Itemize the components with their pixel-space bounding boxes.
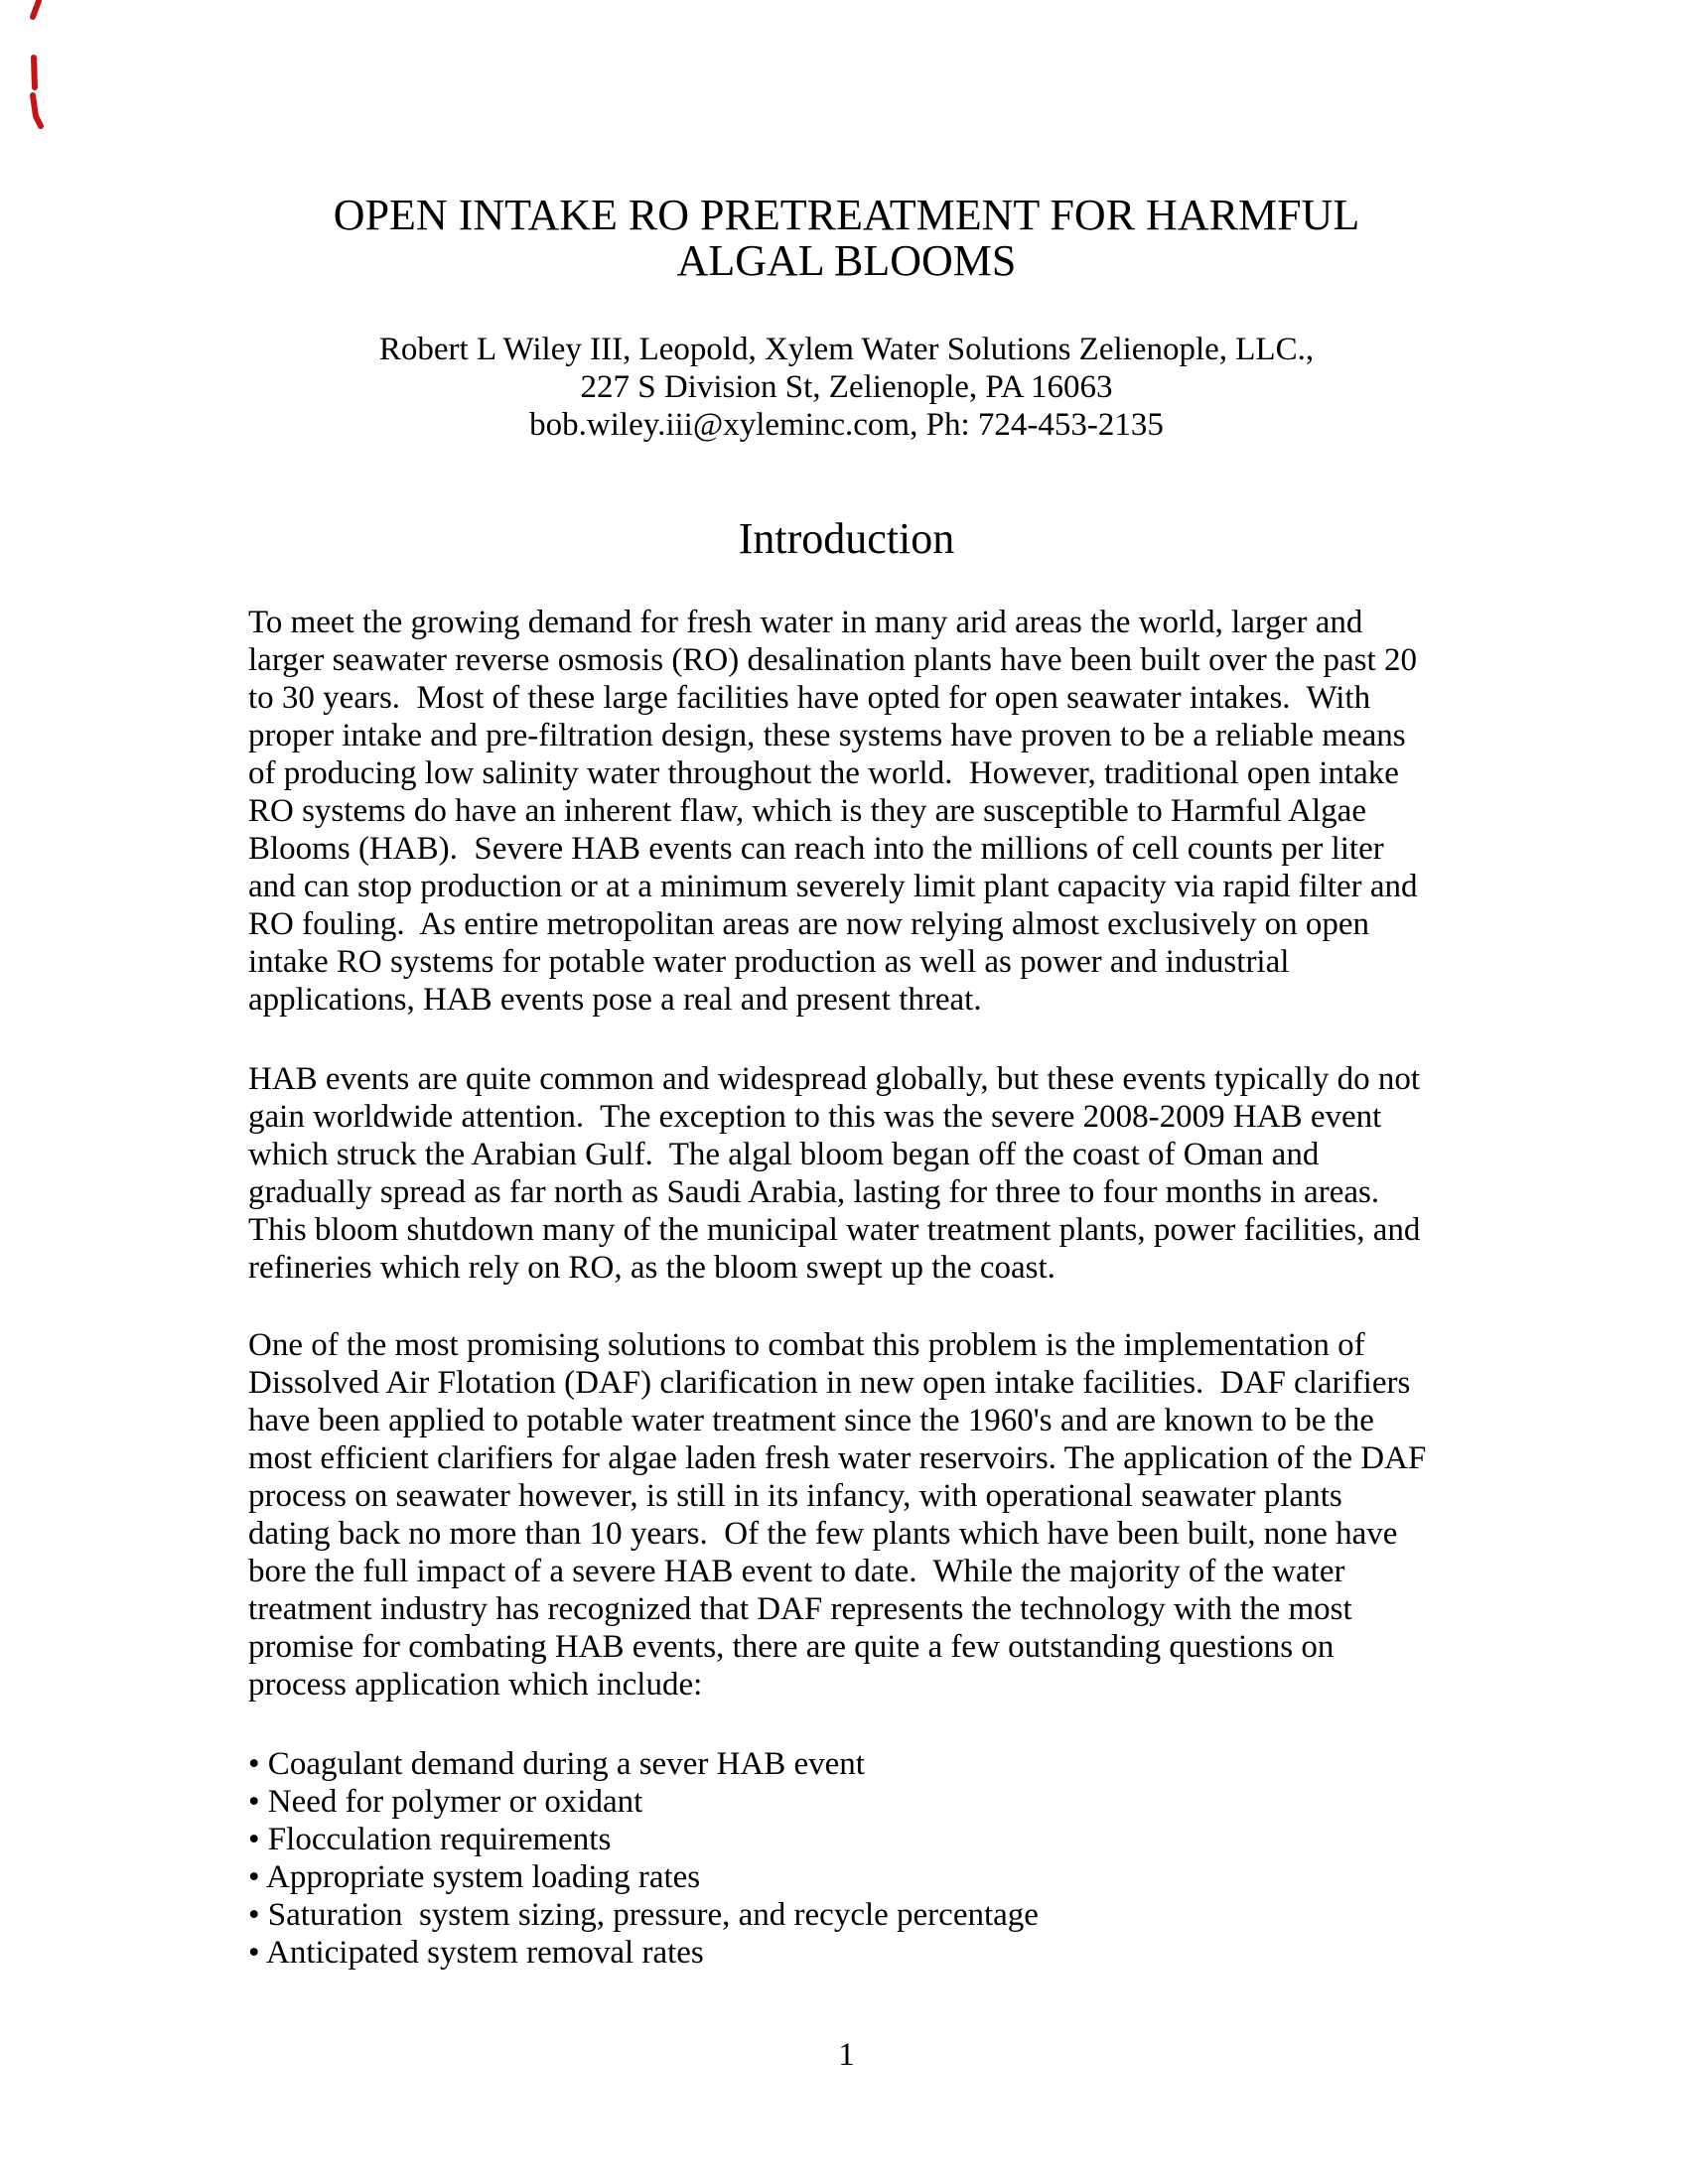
text-line: promise for combating HAB events, there are quite a few outstanding questions on	[248, 1629, 1335, 1665]
bullet-item: • Anticipated system removal rates	[248, 1935, 704, 1971]
bullet-list	[248, 1745, 1445, 1972]
paragraph-2	[248, 1060, 1445, 1287]
text-line: Dissolved Air Flotation (DAF) clarification in new open intake facilities. DAF clarifiers	[248, 1365, 1411, 1401]
text-line: This bloom shutdown many of the municipal water treatment plants, power facilities, and	[248, 1212, 1421, 1248]
author-block	[248, 331, 1445, 444]
author-line: 227 S Division St, Zelienople, PA 16063	[580, 369, 1113, 405]
text-line: larger seawater reverse osmosis (RO) desalination plants have been built over the past 20	[248, 642, 1417, 678]
author-line: Robert L Wiley III, Leopold, Xylem Water Solutions Zelienople, LLC.,	[378, 332, 1315, 367]
text-line: most efficient clarifiers for algae laden fresh water reservoirs. The application of the DAF	[248, 1440, 1427, 1476]
text-line: proper intake and pre-filtration design, these systems have proven to be a reliable means	[248, 718, 1406, 753]
page-number: 1	[838, 2037, 855, 2073]
title-line: OPEN INTAKE RO PRETREATMENT FOR HARMFUL	[333, 191, 1360, 239]
bullet-item: • Appropriate system loading rates	[248, 1859, 701, 1895]
text-line: to 30 years. Most of these large facilities have opted for open seawater intakes. With	[248, 680, 1371, 716]
text-line: RO systems do have an inherent flaw, which is they are susceptible to Harmful Algae	[248, 793, 1366, 829]
text-line: applications, HAB events pose a real and present threat.	[248, 982, 982, 1018]
text-line: of producing low salinity water throughout the world. However, traditional open intake	[248, 755, 1399, 791]
text-line: refineries which rely on RO, as the bloom swept up the coast.	[248, 1250, 1055, 1286]
bullet-item: • Flocculation requirements	[248, 1822, 612, 1857]
red-ink-marks	[0, 0, 60, 139]
bullet-item: • Saturation system sizing, pressure, and recycle percentage	[248, 1897, 1039, 1933]
bullet-item: • Coagulant demand during a sever HAB event	[248, 1746, 865, 1782]
text-line: process on seawater however, is still in its infancy, with operational seawater plants	[248, 1478, 1342, 1514]
title-line: ALGAL BLOOMS	[676, 236, 1017, 285]
text-line: HAB events are quite common and widespread globally, but these events typically do not	[248, 1061, 1421, 1097]
text-line: which struck the Arabian Gulf. The algal bloom began off the coast of Oman and	[248, 1137, 1320, 1172]
text-line: treatment industry has recognized that DAF represents the technology with the most	[248, 1591, 1352, 1627]
paragraph-3	[248, 1326, 1445, 1704]
text-line: gradually spread as far north as Saudi Arabia, lasting for three to four months in areas.	[248, 1174, 1380, 1210]
paragraph-1	[248, 604, 1445, 1019]
author-line: bob.wiley.iii@xyleminc.com, Ph: 724-453-2135	[529, 407, 1164, 443]
text-line: intake RO systems for potable water production as well as power and industrial	[248, 944, 1290, 980]
text-line: RO fouling. As entire metropolitan areas are now relying almost exclusively on open	[248, 906, 1370, 942]
text-line: To meet the growing demand for fresh water in many arid areas the world, larger and	[248, 605, 1363, 640]
document-title	[248, 193, 1445, 284]
page-content	[248, 0, 1445, 2074]
text-line: process application which include:	[248, 1667, 703, 1703]
text-line: dating back no more than 10 years. Of the few plants which have been built, none have	[248, 1516, 1398, 1552]
text-line: and can stop production or at a minimum severely limit plant capacity via rapid filter and	[248, 869, 1418, 904]
bullet-item: • Need for polymer or oxidant	[248, 1784, 643, 1820]
text-line: have been applied to potable water treatment since the 1960's and are known to be the	[248, 1403, 1374, 1438]
text-line: gain worldwide attention. The exception to this was the severe 2008-2009 HAB event	[248, 1099, 1382, 1135]
section-heading-introduction: Introduction	[738, 514, 955, 563]
text-line: bore the full impact of a severe HAB event to date. While the majority of the water	[248, 1554, 1345, 1589]
text-line: Blooms (HAB). Severe HAB events can reach into the millions of cell counts per liter	[248, 831, 1384, 867]
text-line: One of the most promising solutions to combat this problem is the implementation of	[248, 1327, 1365, 1363]
